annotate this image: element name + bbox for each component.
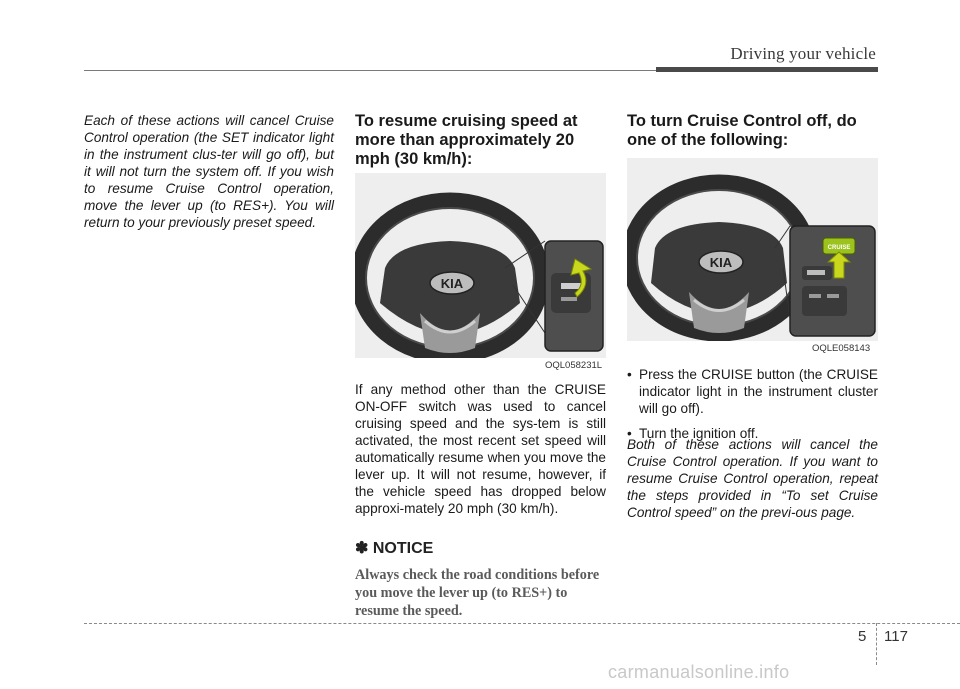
header-rule — [84, 70, 656, 71]
footer-rule — [84, 623, 960, 624]
column-right — [627, 112, 877, 150]
notice-body: Always check the road conditions before you move the lever up (to RES+) to resume the speed. — [355, 567, 600, 619]
steering-wheel-resume-figure — [355, 173, 606, 358]
page-header-title: Driving your vehicle — [730, 44, 876, 63]
watermark: carmanualsonline.info — [608, 662, 790, 682]
chapter-number: 5 — [858, 628, 867, 645]
figure-code-right: OQLE058143 — [812, 343, 871, 354]
steering-wheel-illustration — [355, 173, 606, 358]
resume-speed-heading: To resume cruising speed at more than approximately 20 mph (30 km/h): — [355, 112, 578, 168]
bullet-item: • Press the CRUISE button (the CRUISE indicator light in the instrument cluster will go off). — [627, 366, 878, 417]
column-middle — [355, 112, 605, 169]
kia-logo-text: KIA — [440, 276, 464, 291]
turn-off-note-text: Both of these actions will cancel the Cruise Control operation. If you want to resume Cruise Control operation, repeat the steps provided in “To set Cruise Control speed” on the previ-ous page. — [627, 437, 878, 520]
steering-wheel-off-figure — [627, 158, 878, 341]
header-rule-accent — [656, 67, 878, 72]
resume-speed-paragraph: If any method other than the CRUISE ON-OFF switch was used to cancel cruising speed and the sys-tem is still activated, the most recent set speed will automatically resume when you move the lever up. It will not resume, however, if the vehicle speed has dropped below approxi-mately 20 mph (30 km/h). — [355, 382, 606, 516]
turn-off-note — [627, 436, 878, 521]
column-left — [84, 112, 334, 231]
kia-logo-text-2: KIA — [709, 255, 733, 270]
bullet-item: • Turn the ignition off. — [627, 425, 878, 442]
resume-speed-body — [355, 381, 606, 620]
notice-title: ✽ NOTICE — [355, 540, 434, 557]
cruise-button-label: CRUISE — [827, 245, 851, 251]
steering-wheel-illustration-2 — [627, 158, 878, 341]
figure-code-left: OQL058231L — [545, 360, 603, 371]
page-number: 117 — [884, 628, 908, 645]
turn-off-heading: To turn Cruise Control off, do one of the following: — [627, 112, 857, 149]
cancel-note-text: Each of these actions will cancel Cruise Control operation (the SET indicator light in the instrument clus-ter will go off), but it will not turn the system off. If you wish to resume Cruise Control operation, move the lever up (to RES+). You will return to your previously preset speed. — [84, 113, 334, 230]
footer-divider — [876, 623, 877, 665]
